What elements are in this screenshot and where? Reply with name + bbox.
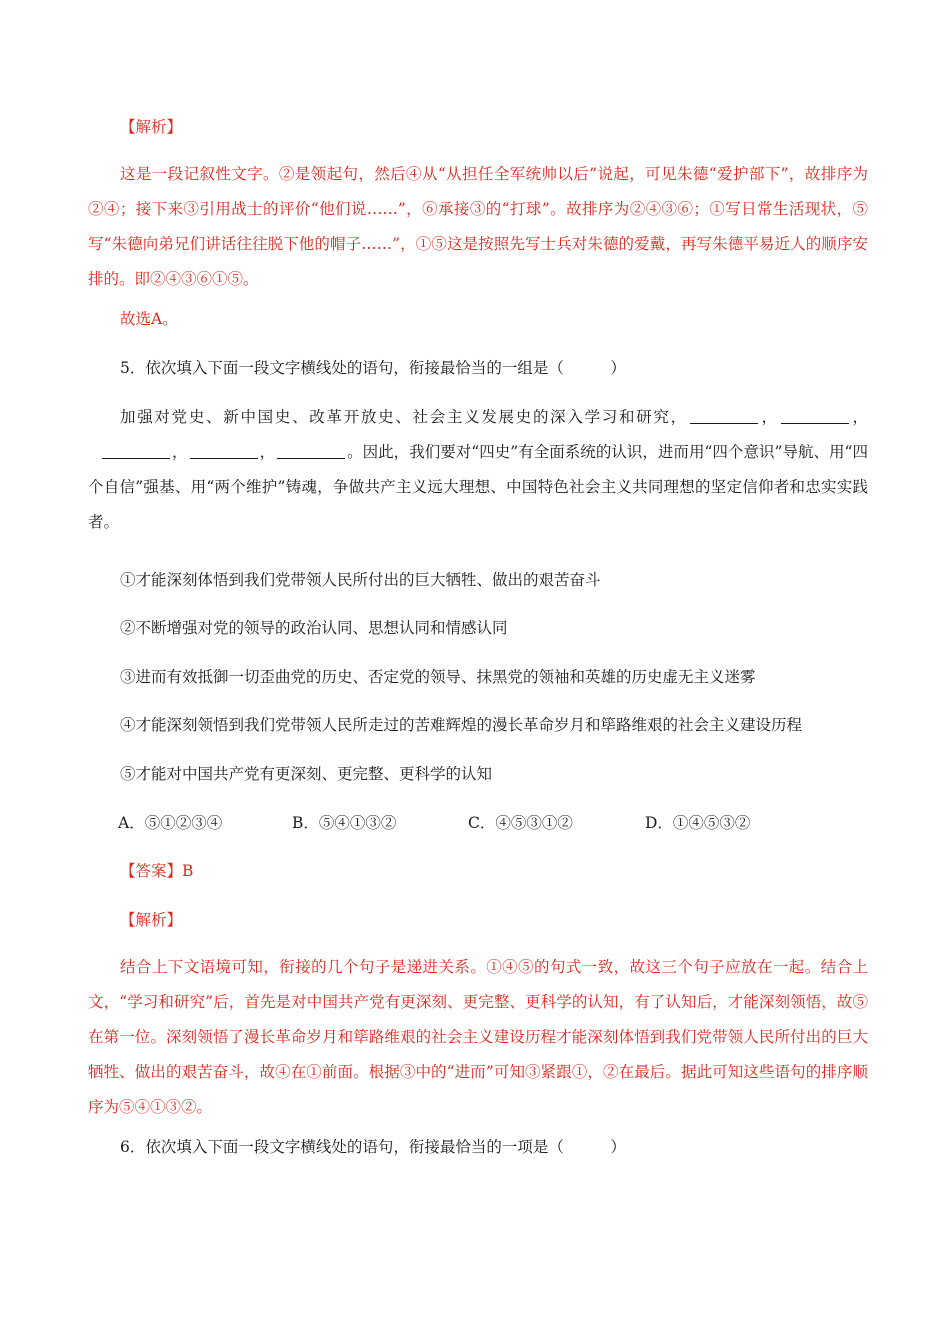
- question-5-passage: 加强对党史、新中国史、改革开放史、社会主义发展史的深入学习和研究， ， ，， ， 。因此，我们要对“四史”有全面系统的认识，进而用“四个意识”导航、用“四个自信”强基、用“两个维护”铸魂，争做共产主义远大理想、中国特色社会主义共同理想的坚定信仰者和忠实实践者。: [88, 400, 868, 540]
- analysis-paragraph-prev: 这是一段记叙性文字。②是领起句，然后④从“从担任全军统帅以后”说起，可见朱德“爱护部下”，故排序为②④；接下来③引用战士的评价“他们说……”，⑥承接③的“打球”。故排序为②④③⑥；①写日常生活现状，⑤写“朱德向弟兄们讲话往往脱下他的帽子……”，①⑤这是按照先写士兵对朱德的爱戴，再写朱德平易近人的顺序安排的。即②④③⑥①⑤。: [88, 165, 868, 288]
- question-6-title: 6．依次填入下面一段文字横线处的语句，衔接最恰当的一项是（ ）: [120, 1138, 626, 1156]
- question-5-options: [88, 806, 868, 840]
- passage-part-2: 。因此，我们要对“四史”有全面系统的认识，进而用“四个意识”导航、用“四个自信”强基、用“两个维护”铸魂，争做共产主义远大理想、中国特色社会主义共同理想的坚定信仰者和忠实实践者。: [88, 443, 868, 531]
- option-d: D．①④⑤③②: [645, 814, 751, 832]
- blank-1: [690, 405, 758, 424]
- question-5-item-3: ③进而有效抵御一切歪曲党的历史、否定党的领导、抹黑党的领袖和英雄的历史虚无主义迷雾: [120, 668, 756, 686]
- analysis-heading-prev: 【解析】: [120, 118, 183, 136]
- answer-label: 【答案】: [120, 862, 183, 880]
- question-5-item-2: ②不断增强对党的领导的政治认同、思想认同和情感认同: [120, 619, 508, 637]
- question-5-item-5: ⑤才能对中国共产党有更深刻、更完整、更科学的认知: [120, 765, 493, 783]
- passage-part-1: 加强对党史、新中国史、改革开放史、社会主义发展史的深入学习和研究，: [120, 408, 688, 426]
- question-5-title: 5．依次填入下面一段文字横线处的语句，衔接最恰当的一组是（ ）: [120, 359, 626, 377]
- analysis-paragraph-q5: 结合上下文语境可知，衔接的几个句子是递进关系。①④⑤的句式一致，故这三个句子应放在一起。结合上文，“学习和研究”后，首先是对中国共产党有更深刻、更完整、更科学的认知，有了认知后，才能深刻领悟，故⑤在第一位。深刻领悟了漫长革命岁月和筚路维艰的社会主义建设历程才能深刻体悟到我们党带领人民所付出的巨大牺牲、做出的艰苦奋斗，故④在①前面。根据③中的“进而”可知③紧跟①，②在最后。据此可知这些语句的排序顺序为⑤④①③②。: [88, 958, 868, 1116]
- blank-5: [277, 440, 345, 459]
- blank-4: [190, 440, 258, 459]
- option-b: B．⑤④①③②: [292, 814, 397, 832]
- question-5-item-1: ①才能深刻体悟到我们党带领人民所付出的巨大牺牲、做出的艰苦奋斗: [120, 571, 601, 589]
- analysis-conclusion-prev: 故选A。: [120, 310, 178, 328]
- option-a: A．⑤①②③④: [118, 814, 223, 832]
- option-c: C．④⑤③①②: [468, 814, 573, 832]
- answer-line: [88, 854, 900, 888]
- question-5-item-4: ④才能深刻领悟到我们党带领人民所走过的苦难辉煌的漫长革命岁月和筚路维艰的社会主义建设历程: [120, 716, 803, 734]
- answer-value: B: [182, 862, 194, 880]
- blank-2: [781, 405, 849, 424]
- analysis-heading-q5: 【解析】: [120, 911, 183, 929]
- blank-3: [102, 440, 170, 459]
